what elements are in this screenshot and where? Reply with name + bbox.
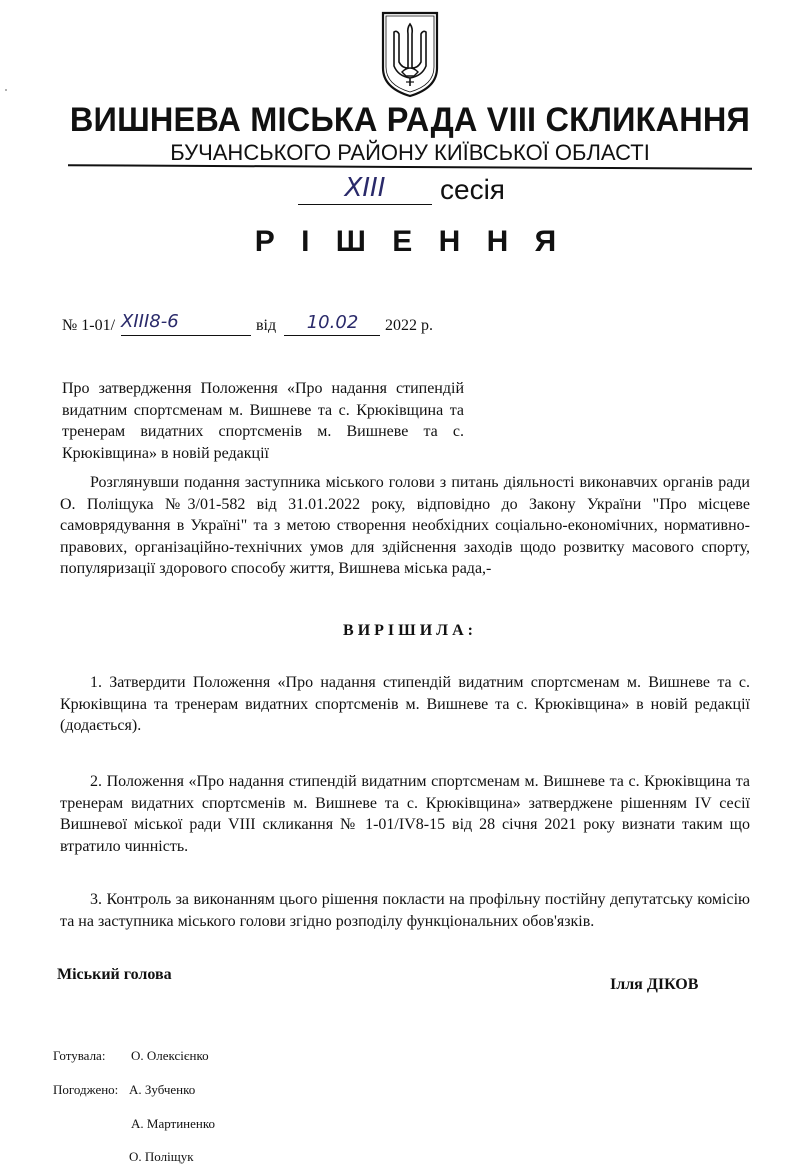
decision-subject: Про затвердження Положення «Про надання стипендій видатним спортсменам м. Вишневе та с. Крюківщина та тренерам видатних спортсменів м. Вишневе та с. Крюківщина» в новій редакції (62, 380, 464, 462)
agreed-by-name: А. Зубченко (129, 1082, 196, 1097)
session-label: сесія (440, 174, 505, 205)
council-title: ВИШНЕВА МІСЬКА РАДА VIII СКЛИКАННЯ (69, 101, 751, 139)
session-underline (298, 204, 432, 205)
signatory-name: Ілля ДІКОВ (610, 976, 699, 993)
document-type-heading: Р І Ш Е Н Н Я (254, 225, 566, 258)
resolved-heading: ВИРІШИЛА: (343, 622, 477, 639)
district-subtitle: БУЧАНСЬКОГО РАЙОНУ КИЇВСЬКОЇ ОБЛАСТІ (170, 140, 650, 165)
agreed-by-name: А. Мартиненко (131, 1116, 216, 1131)
preamble-paragraph: Розглянувши подання заступника міського голови з питань діяльності виконавчих органів ради О. Поліщука №3/01-582 від 31.01.2022 року, відповідно до Закону України "Про місцеве самоврядування в Україні" та з метою створення необхідних соціально-економічних, нормативно-правових, організаційно-технічних умов для здійснення заходів щодо розвитку масового спорту, популяризації здорового способу життя, Вишнева міська рада,- (60, 474, 750, 577)
number-prefix: № 1-01/ (62, 317, 116, 334)
agreed-by-name: О. Поліщук (129, 1149, 194, 1164)
decision-item-1: 1. Затвердити Положення «Про надання стипендій видатним спортсменам м. Вишневе та с. Крюківщина та тренерам видатних спортсменів м. Вишневе та с. Крюківщина» в новій редакції (додається). (60, 674, 750, 734)
decision-item-2: 2. Положення «Про надання стипендій видатним спортсменам м. Вишневе та с. Крюківщина та тренерам видатних спортсменів м. Вишневе та с. Крюківщина» затверджене рішенням IV сесії Вишневої міської ради VIII скликання № 1-01/IV8-15 від 28 січня 2021 року визнати таким що втратило чинність. (60, 773, 750, 855)
decision-item-3: 3. Контроль за виконанням цього рішення покласти на профільну постійну депутатську комісію та на заступника міського голови згідно розподілу функціональних обов'язків. (60, 891, 750, 930)
scan-speck (5, 89, 7, 91)
trident-coat-of-arms-icon (380, 10, 440, 98)
number-underline (121, 335, 251, 336)
agreed-label: Погоджено: (53, 1082, 119, 1097)
signatory-title: Міський голова (57, 966, 172, 983)
prepared-by-name: О. Олексієнко (131, 1048, 209, 1063)
date-underline (284, 335, 380, 336)
prepared-by-label: Готувала: (53, 1048, 106, 1063)
date-prefix: від (256, 317, 277, 334)
date-handwritten: 10.02 (306, 312, 359, 333)
session-number-handwritten: XIII (344, 173, 386, 203)
number-handwritten: XIII8-6 (121, 311, 179, 332)
year-text: 2022 р. (385, 317, 433, 334)
